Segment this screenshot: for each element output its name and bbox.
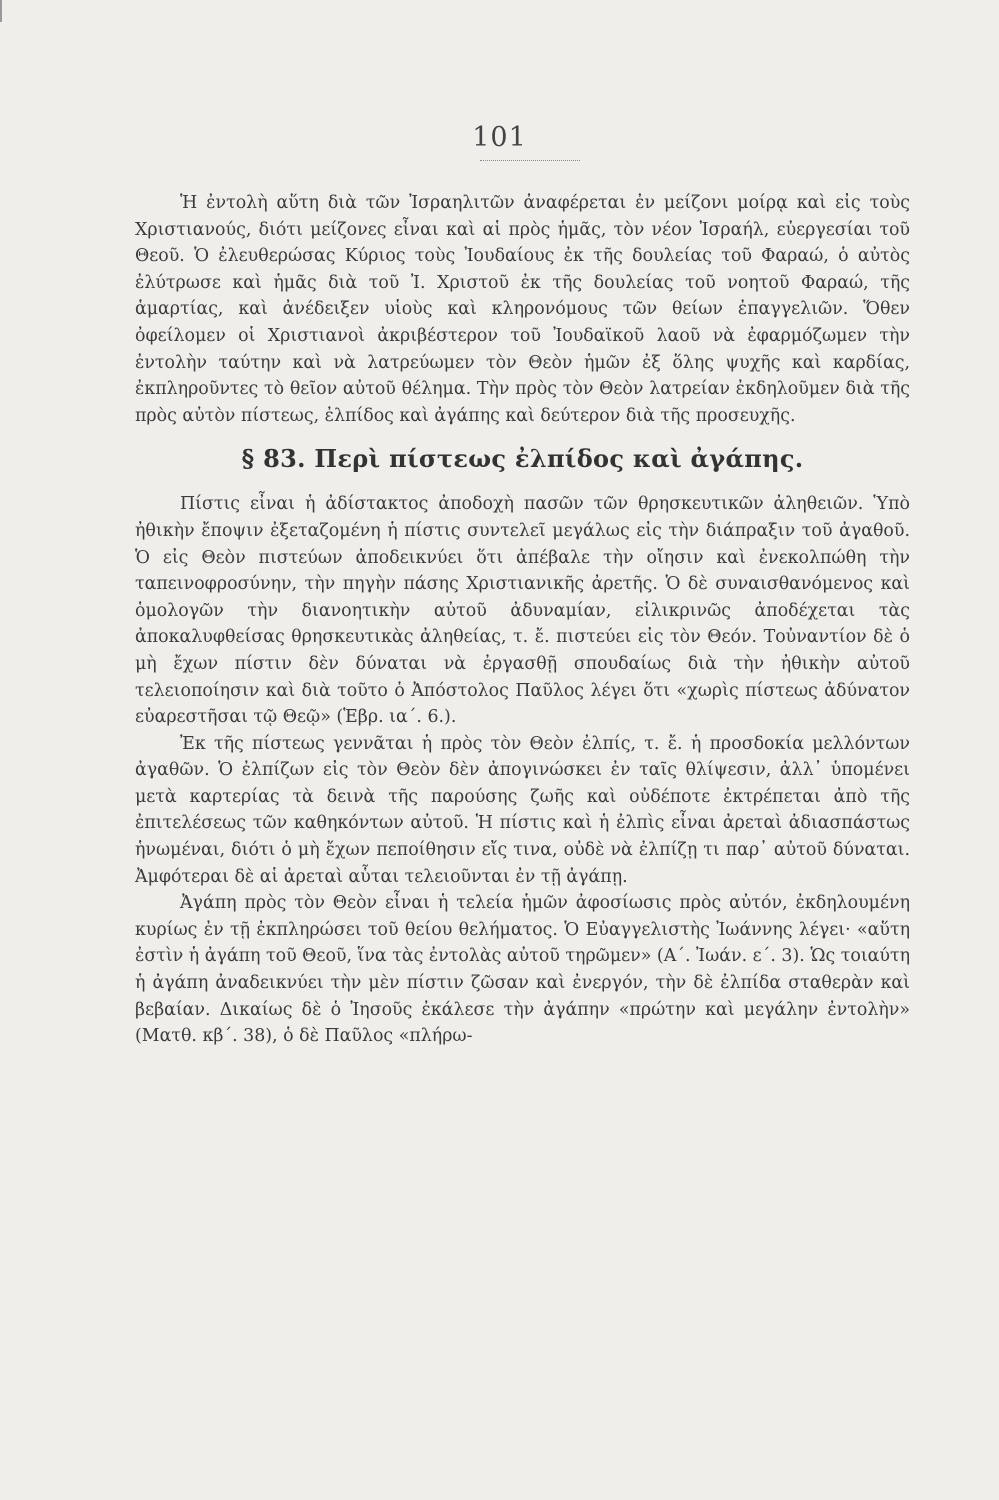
paragraph-faith: Πίστις εἶναι ἡ ἀδίστακτος ἀποδοχὴ πασῶν τῶν θρησκευτικῶν ἀληθειῶν. Ὑπὸ ἠθικὴν ἔποψιν ἐξεταζομένη ἡ πίστις συντελεῖ μεγάλως εἰς τὴν διάπραξιν τοῦ ἀγαθοῦ. Ὁ εἰς Θεὸν πιστεύων ἀποδεικνύει ὅτι ἀπέβαλε τὴν οἴησιν καὶ ἐνεκολπώθη τὴν ταπεινοφροσύνην, τὴν πηγὴν πάσης Χριστιανικῆς ἀρετῆς. Ὁ δὲ συναισθανόμενος καὶ ὁμολογῶν τὴν διανοητικὴν αὐτοῦ ἀδυναμίαν, εἰλικρινῶς ἀποδέχεται τὰς ἀποκαλυφθείσας θρησκευτικὰς ἀληθείας, τ. ἔ. πιστεύει εἰς τὸν Θεόν. Τοὐναντίον δὲ ὁ μὴ ἔχων πίστιν δὲν δύναται νὰ ἐργασθῇ σπουδαίως διὰ τὴν ἠθικὴν αὐτοῦ τελειοποίησιν καὶ διὰ τοῦτο ὁ Ἀπόστολος Παῦλος λέγει ὅτι «χωρὶς πίστεως ἀδύνατον εὐαρεστῆσαι τῷ Θεῷ» (Ἑβρ. ια΄. 6.). bbox=[135, 494, 910, 728]
paragraph-commandment: Ἡ ἐντολὴ αὕτη διὰ τῶν Ἰσραηλιτῶν ἀναφέρεται ἐν μείζονι μοίρᾳ καὶ εἰς τοὺς Χριστιανούς, διότι μείζονες εἶναι καὶ αἱ πρὸς ἡμᾶς, τὸν νέον Ἰσραήλ, εὐεργεσίαι τοῦ Θεοῦ. Ὁ ἐλευθερώσας Κύριος τοὺς Ἰουδαίους ἐκ τῆς δουλείας τοῦ Φαραώ, ὁ αὐτὸς ἐλύτρωσε καὶ ἡμᾶς διὰ τοῦ Ἰ. Χριστοῦ ἐκ τῆς δουλείας τοῦ νοητοῦ Φαραώ, τῆς ἁμαρτίας, καὶ ἀνέδειξεν υἱοὺς καὶ κληρονόμους τῶν θείων ἐπαγγελιῶν. Ὅθεν ὀφείλομεν οἱ Χριστιανοὶ ἀκριβέστερον τοῦ Ἰουδαϊκοῦ λαοῦ νὰ ἐφαρμόζωμεν τὴν ἐντολὴν ταύτην καὶ νὰ λατρεύωμεν τὸν Θεὸν ἡμῶν ἐξ ὅλης ψυχῆς καὶ καρδίας, ἐκπληροῦντες τὸ θεῖον αὐτοῦ θέλημα. Τὴν πρὸς τὸν Θεὸν λατρείαν ἐκδηλοῦμεν διὰ τῆς πρὸς αὐτὸν πίστεως, ἐλπίδος καὶ ἀγάπης καὶ δεύτερον διὰ τῆς προσευχῆς. bbox=[135, 193, 910, 426]
paragraph-love: Ἀγάπη πρὸς τὸν Θεὸν εἶναι ἡ τελεία ἡμῶν ἀφοσίωσις πρὸς αὐτόν, ἐκδηλουμένη κυρίως ἐν τῇ ἐκπληρώσει τοῦ θείου θελήματος. Ὁ Εὐαγγελιστὴς Ἰωάννης λέγει· «αὕτη ἐστὶν ἡ ἀγάπη τοῦ Θεοῦ, ἵνα τὰς ἐντολὰς αὐτοῦ τηρῶμεν» (Α΄. Ἰωάν. ε΄. 3). Ὡς τοιαύτη ἡ ἀγάπη ἀναδεικνύει τὴν μὲν πίστιν ζῶσαν καὶ ἐνεργόν, τὴν δὲ ἐλπίδα σταθερὰν καὶ βεβαίαν. Δικαίως δὲ ὁ Ἰησοῦς ἐκάλεσε τὴν ἀγάπην «πρώτην καὶ μεγάλην ἐντολὴν» (Ματθ. κβ΄. 38), ὁ δὲ Παῦλος «πλήρω- bbox=[135, 893, 910, 1047]
page-number: 101 bbox=[472, 122, 527, 153]
scan-edge-mark bbox=[0, 0, 2, 22]
page-number-rule bbox=[480, 160, 580, 161]
paragraph-hope: Ἐκ τῆς πίστεως γεννᾶται ἡ πρὸς τὸν Θεὸν ἐλπίς, τ. ἔ. ἡ προσδοκία μελλόντων ἀγαθῶν. Ὁ ἐλπίζων εἰς τὸν Θεὸν δὲν ἀπογινώσκει ἐν ταῖς θλίψεσιν, ἀλλ᾽ ὑπομένει μετὰ καρτερίας τὰ δεινὰ τῆς παρούσης ζωῆς καὶ οὐδέποτε ἐκτρέπεται ἀπὸ τῆς ἐπιτελέσεως τῶν καθηκόντων αὐτοῦ. Ἡ πίστις καὶ ἡ ἐλπὶς εἶναι ἀρεταὶ ἀδιασπάστως ἡνωμέναι, διότι ὁ μὴ ἔχων πεποίθησιν εἴς τινα, οὐδὲ νὰ ἐλπίζῃ τι παρ᾽ αὐτοῦ δύναται. Ἀμφότεραι δὲ αἱ ἀρεταὶ αὗται τελειοῦνται ἐν τῇ ἀγάπῃ. bbox=[135, 733, 910, 887]
section-heading: § 83. Περὶ πίστεως ἐλπίδος καὶ ἀγάπης. bbox=[241, 444, 804, 474]
page-body bbox=[135, 190, 910, 1050]
